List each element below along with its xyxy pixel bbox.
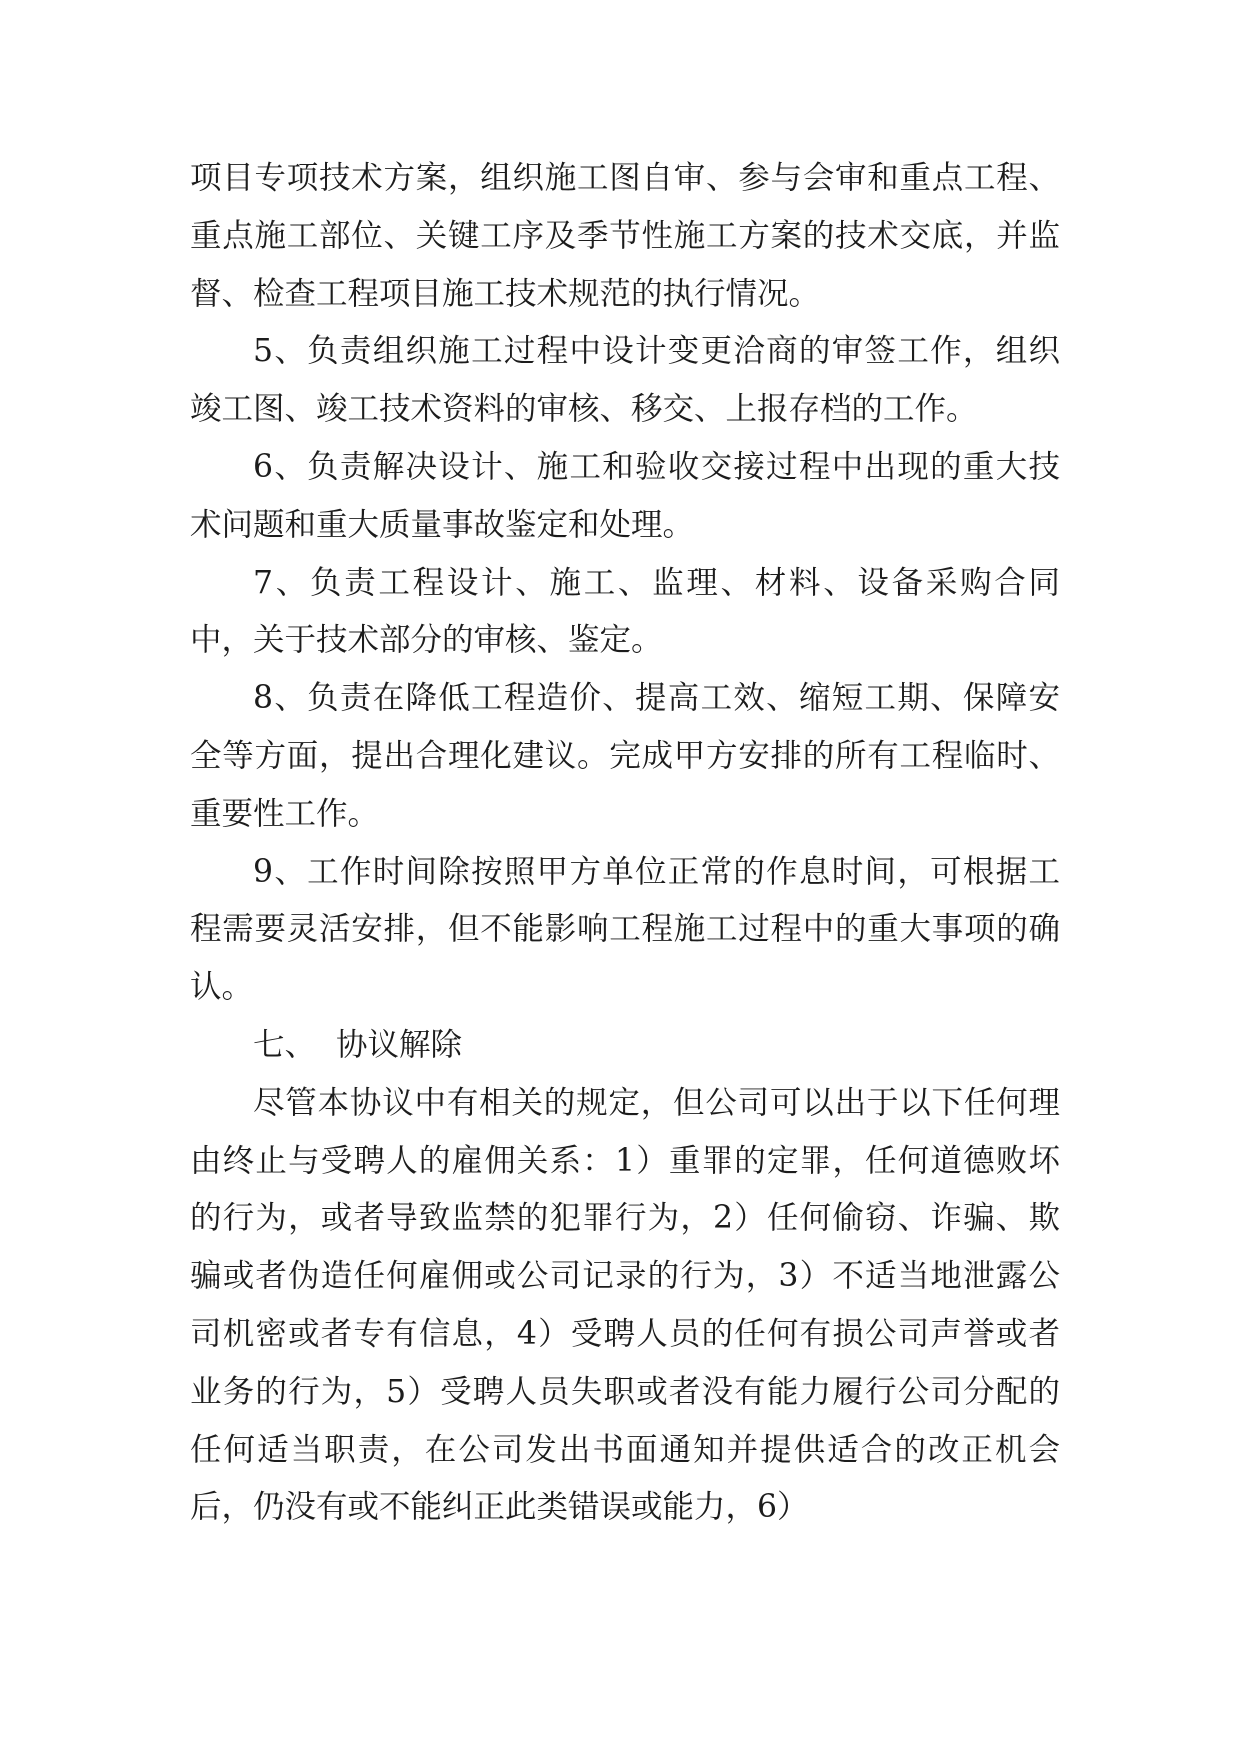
paragraph-item-6: 6、负责解决设计、施工和验收交接过程中出现的重大技术问题和重大质量事故鉴定和处理。 [190,448,1060,543]
document-body [190,150,1060,1537]
paragraph-item-9: 9、工作时间除按照甲方单位正常的作息时间，可根据工程需要灵活安排，但不能影响工程施工过程中的重大事项的确认。 [190,853,1060,1006]
paragraph-item-5: 5、负责组织施工过程中设计变更洽商的审签工作，组织竣工图、竣工技术资料的审核、移交、上报存档的工作。 [190,333,1060,428]
paragraph-item-7: 7、负责工程设计、施工、监理、材料、设备采购合同中，关于技术部分的审核、鉴定。 [190,564,1060,659]
paragraph-continuation: 项目专项技术方案，组织施工图自审、参与会审和重点工程、重点施工部位、关键工序及季节性施工方案的技术交底，并监督、检查工程项目施工技术规范的执行情况。 [190,160,1060,312]
paragraph-termination: 尽管本协议中有相关的规定，但公司可以出于以下任何理由终止与受聘人的雇佣关系：1）重罪的定罪，任何道德败坏的行为，或者导致监禁的犯罪行为，2）任何偷窃、诈骗、欺骗或者伪造任何雇佣或公司记录的行为，3）不适当地泄露公司机密或者专有信息，4）受聘人员的任何有损公司声誉或者业务的行为，5）受聘人员失职或者没有能力履行公司分配的任何适当职责，在公司发出书面通知并提供适合的改正机会后，仍没有或不能纠正此类错误或能力，6） [190,1084,1060,1526]
section-heading: 七、 协议解除 [253,1026,463,1063]
paragraph-item-8: 8、负责在降低工程造价、提高工效、缩短工期、保障安全等方面，提出合理化建议。完成甲方安排的所有工程临时、重要性工作。 [190,680,1060,832]
